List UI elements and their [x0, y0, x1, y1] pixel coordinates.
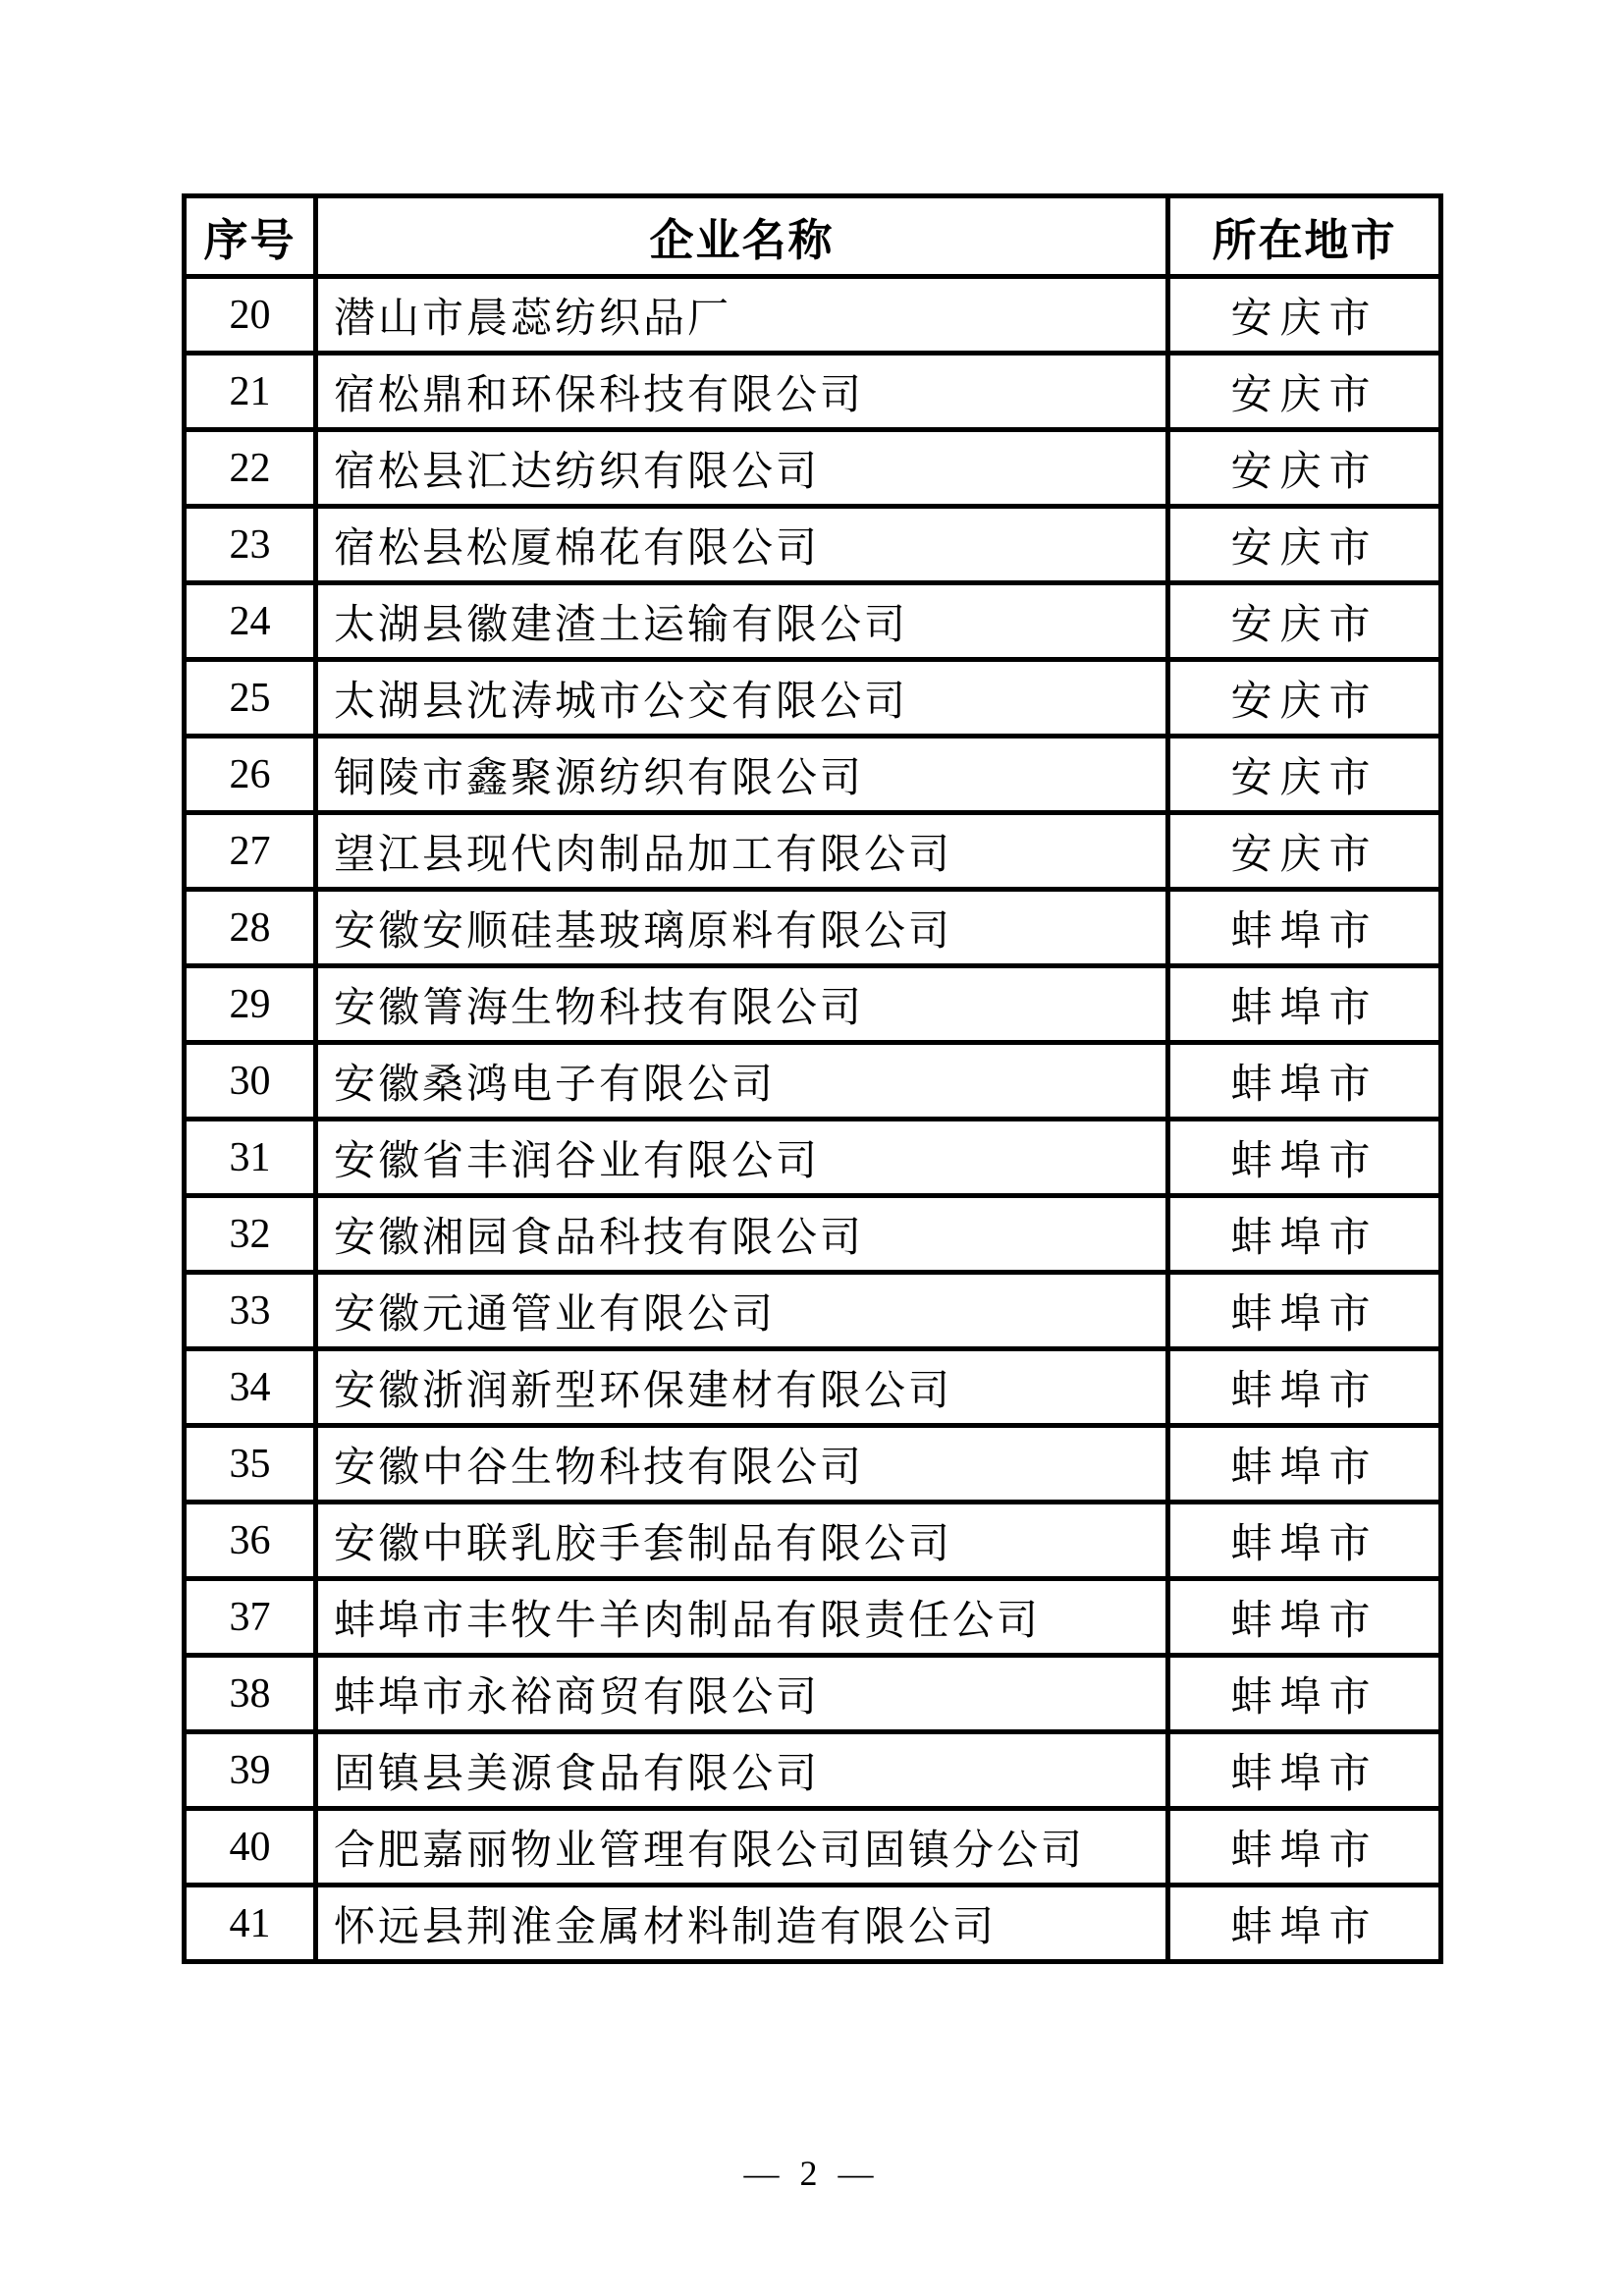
row-city: 蚌埠市 — [1168, 1732, 1441, 1809]
table-row — [185, 737, 1441, 813]
row-company-name: 安徽元通管业有限公司 — [316, 1273, 1168, 1349]
table-body — [185, 277, 1441, 1962]
table-row — [185, 430, 1441, 507]
table-row — [185, 813, 1441, 890]
row-city: 蚌埠市 — [1168, 1349, 1441, 1426]
page-number: — 2 — — [743, 2154, 880, 2193]
row-serial: 26 — [185, 737, 316, 813]
row-city: 安庆市 — [1168, 507, 1441, 583]
row-city: 安庆市 — [1168, 660, 1441, 737]
row-company-name: 安徽桑鸿电子有限公司 — [316, 1043, 1168, 1120]
table-row — [185, 583, 1441, 660]
row-company-name: 安徽中联乳胶手套制品有限公司 — [316, 1503, 1168, 1579]
header-cell-city: 所在地市 — [1168, 196, 1441, 277]
table-row — [185, 1426, 1441, 1503]
table-row — [185, 1656, 1441, 1732]
header-row — [185, 196, 1441, 277]
table-row — [185, 1120, 1441, 1196]
row-city: 安庆市 — [1168, 737, 1441, 813]
row-company-name: 怀远县荆淮金属材料制造有限公司 — [316, 1886, 1168, 1962]
row-city: 蚌埠市 — [1168, 1503, 1441, 1579]
row-city: 安庆市 — [1168, 813, 1441, 890]
row-city: 安庆市 — [1168, 583, 1441, 660]
row-company-name: 宿松县汇达纺织有限公司 — [316, 430, 1168, 507]
table-row — [185, 660, 1441, 737]
row-company-name: 太湖县沈涛城市公交有限公司 — [316, 660, 1168, 737]
row-company-name: 蚌埠市永裕商贸有限公司 — [316, 1656, 1168, 1732]
table-row — [185, 1196, 1441, 1273]
row-city: 安庆市 — [1168, 277, 1441, 354]
row-city: 蚌埠市 — [1168, 1273, 1441, 1349]
row-city: 蚌埠市 — [1168, 1426, 1441, 1503]
row-city: 蚌埠市 — [1168, 966, 1441, 1043]
table-row — [185, 890, 1441, 966]
row-city: 蚌埠市 — [1168, 1120, 1441, 1196]
table-row — [185, 1349, 1441, 1426]
table-row — [185, 277, 1441, 354]
row-serial: 23 — [185, 507, 316, 583]
row-city: 蚌埠市 — [1168, 1656, 1441, 1732]
row-company-name: 望江县现代肉制品加工有限公司 — [316, 813, 1168, 890]
row-company-name: 合肥嘉丽物业管理有限公司固镇分公司 — [316, 1809, 1168, 1886]
table-row — [185, 966, 1441, 1043]
row-city: 蚌埠市 — [1168, 1196, 1441, 1273]
row-serial: 33 — [185, 1273, 316, 1349]
row-company-name: 安徽安顺硅基玻璃原料有限公司 — [316, 890, 1168, 966]
row-serial: 20 — [185, 277, 316, 354]
row-serial: 32 — [185, 1196, 316, 1273]
row-serial: 27 — [185, 813, 316, 890]
row-company-name: 安徽湘园食品科技有限公司 — [316, 1196, 1168, 1273]
enterprise-table — [182, 193, 1443, 1964]
table-row — [185, 1579, 1441, 1656]
row-serial: 31 — [185, 1120, 316, 1196]
row-company-name: 安徽省丰润谷业有限公司 — [316, 1120, 1168, 1196]
row-serial: 36 — [185, 1503, 316, 1579]
row-city: 蚌埠市 — [1168, 1886, 1441, 1962]
header-cell-serial: 序号 — [185, 196, 316, 277]
row-serial: 38 — [185, 1656, 316, 1732]
row-serial: 34 — [185, 1349, 316, 1426]
row-company-name: 宿松鼎和环保科技有限公司 — [316, 354, 1168, 430]
row-company-name: 固镇县美源食品有限公司 — [316, 1732, 1168, 1809]
row-serial: 37 — [185, 1579, 316, 1656]
row-serial: 29 — [185, 966, 316, 1043]
row-company-name: 潜山市晨蕊纺织品厂 — [316, 277, 1168, 354]
table-row — [185, 1503, 1441, 1579]
row-serial: 41 — [185, 1886, 316, 1962]
row-company-name: 铜陵市鑫聚源纺织有限公司 — [316, 737, 1168, 813]
row-serial: 25 — [185, 660, 316, 737]
row-serial: 22 — [185, 430, 316, 507]
row-serial: 24 — [185, 583, 316, 660]
table-row — [185, 507, 1441, 583]
row-serial: 28 — [185, 890, 316, 966]
table-row — [185, 1886, 1441, 1962]
row-serial: 39 — [185, 1732, 316, 1809]
row-company-name: 安徽中谷生物科技有限公司 — [316, 1426, 1168, 1503]
row-company-name: 安徽箐海生物科技有限公司 — [316, 966, 1168, 1043]
row-company-name: 蚌埠市丰牧牛羊肉制品有限责任公司 — [316, 1579, 1168, 1656]
table-row — [185, 1732, 1441, 1809]
row-serial: 21 — [185, 354, 316, 430]
row-company-name: 太湖县徽建渣土运输有限公司 — [316, 583, 1168, 660]
row-company-name: 宿松县松厦棉花有限公司 — [316, 507, 1168, 583]
row-city: 安庆市 — [1168, 430, 1441, 507]
row-serial: 30 — [185, 1043, 316, 1120]
row-city: 蚌埠市 — [1168, 1579, 1441, 1656]
row-city: 蚌埠市 — [1168, 1809, 1441, 1886]
row-company-name: 安徽浙润新型环保建材有限公司 — [316, 1349, 1168, 1426]
table-row — [185, 1043, 1441, 1120]
table-row — [185, 354, 1441, 430]
row-serial: 40 — [185, 1809, 316, 1886]
row-city: 蚌埠市 — [1168, 890, 1441, 966]
row-serial: 35 — [185, 1426, 316, 1503]
table-row — [185, 1273, 1441, 1349]
table-row — [185, 1809, 1441, 1886]
row-city: 安庆市 — [1168, 354, 1441, 430]
row-city: 蚌埠市 — [1168, 1043, 1441, 1120]
header-cell-company-name: 企业名称 — [316, 196, 1168, 277]
